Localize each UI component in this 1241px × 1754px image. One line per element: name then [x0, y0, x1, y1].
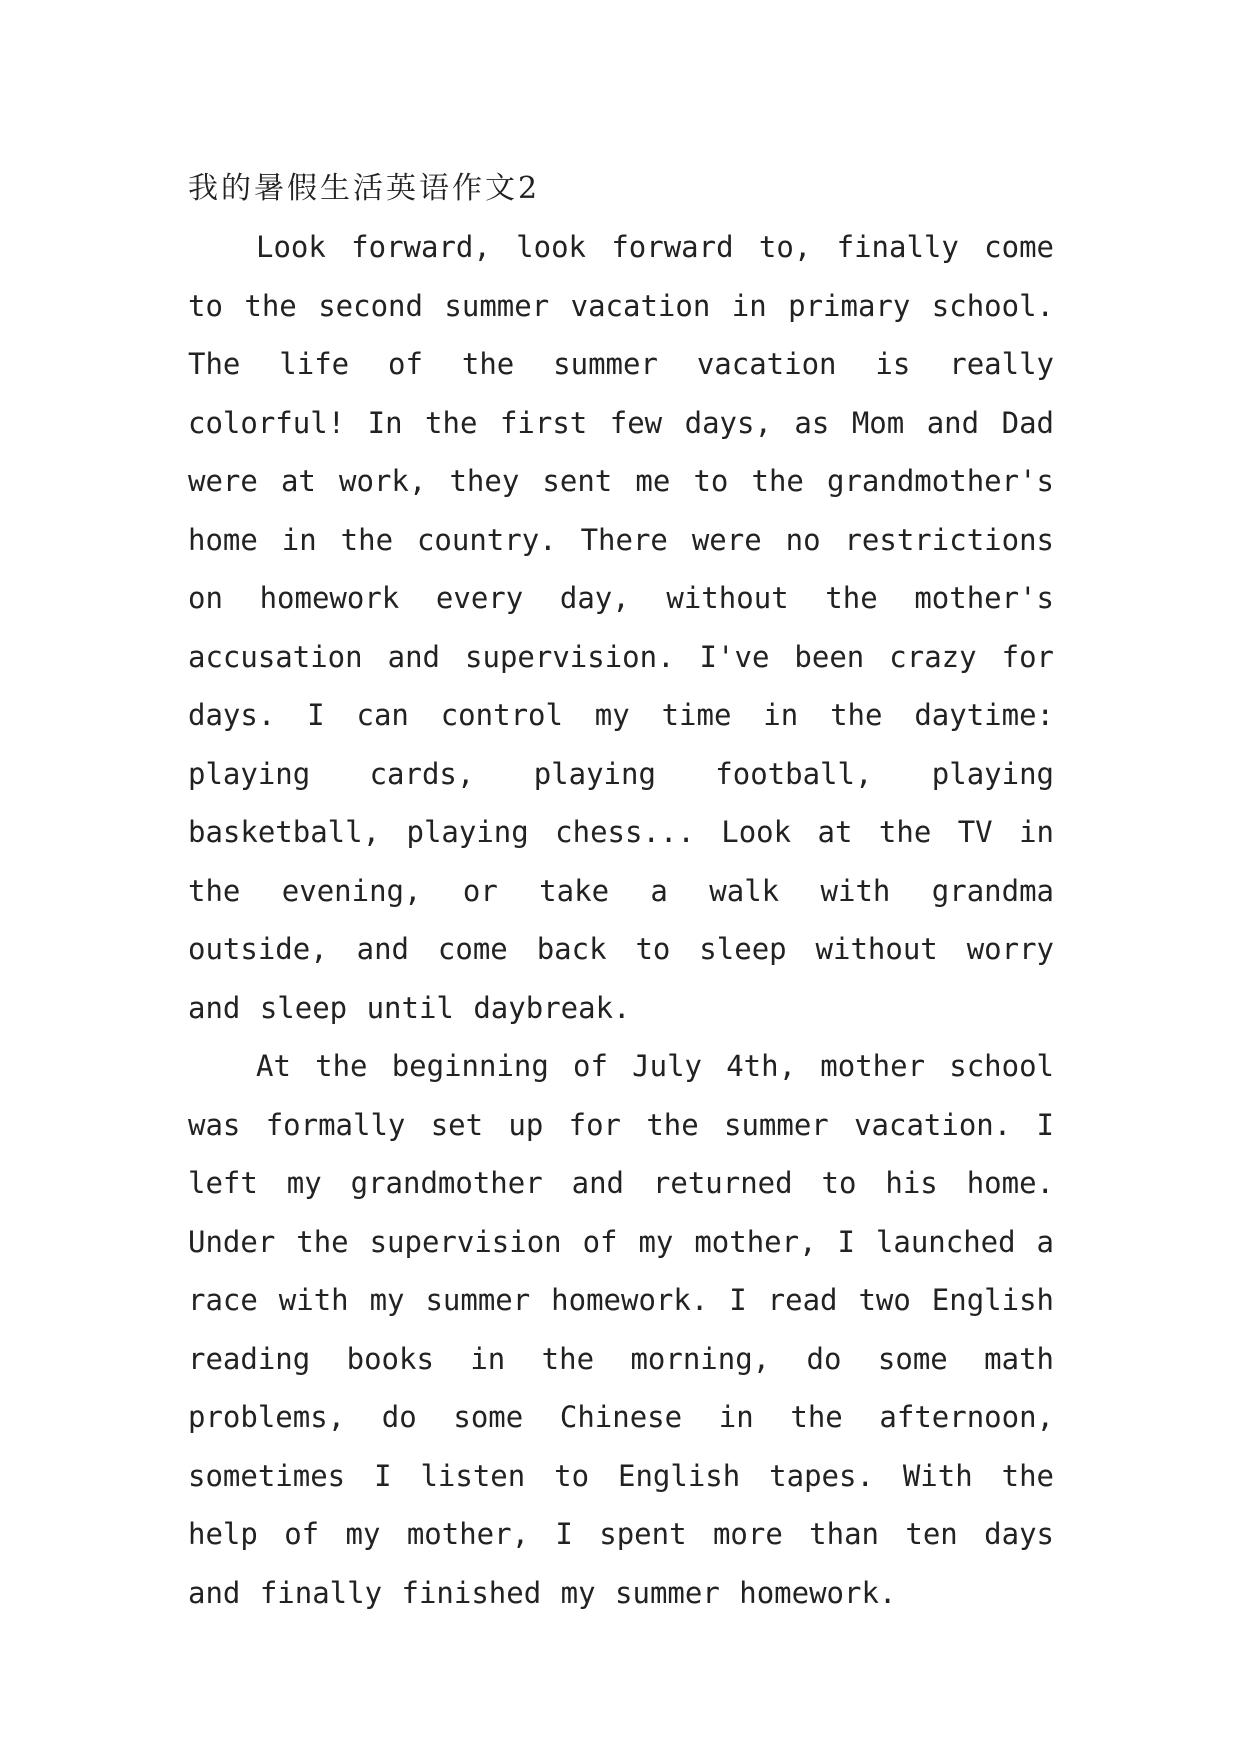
paragraph-1: Look forward, look forward to, finally come to the second summer vacation in primary school. The life of the summer vacation is really colorful! In the first few days, as Mom and Dad were at work, they sent me to the grandmother's home in the country. There were no restrictions on homework every day, without the mother's accusation and supervision. I've been crazy for days. I can control my time in the daytime: playing cards, playing football, playing basketball, playing chess... Look at the TV in the evening, or take a walk with grandma outside, and come back to sleep without worry and sleep until daybreak.: [188, 230, 1054, 1025]
paragraph-2: At the beginning of July 4th, mother school was formally set up for the summer vacation. I left my grandmother and returned to his home. Under the supervision of my mother, I launched a race with my summer homework. I read two English reading books in the morning, do some math problems, do some Chinese in the afternoon, sometimes I listen to English tapes. With the help of my mother, I spent more than ten days and finally finished my summer homework.: [188, 1049, 1054, 1610]
document-body: [188, 160, 1054, 1622]
document-title: 我的暑假生活英语作文2: [188, 171, 541, 206]
